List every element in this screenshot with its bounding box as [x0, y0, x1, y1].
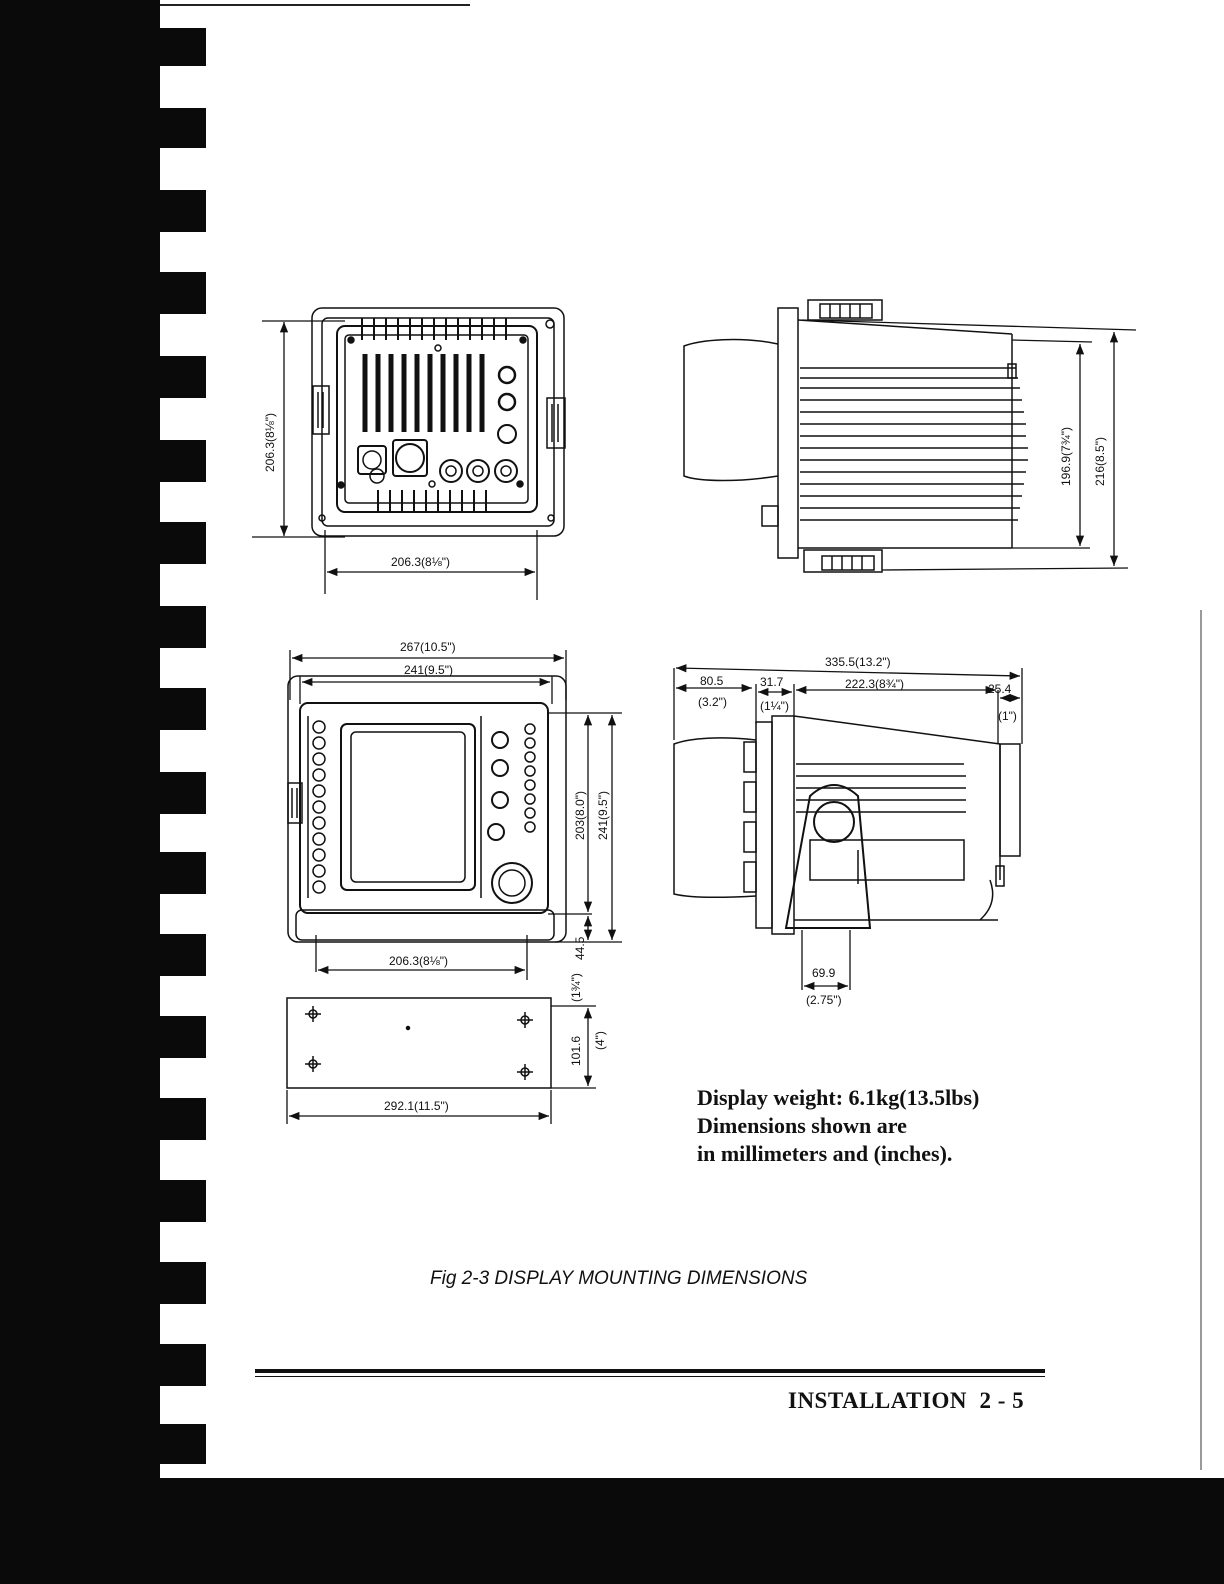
template-height-label: 101.6 — [569, 1035, 583, 1066]
rear-view-width-label: 206.3(8⅛") — [391, 555, 450, 569]
top-flange-label: 31.7 — [760, 675, 784, 689]
side-view-inner-height-label: 196.9(7¾") — [1059, 427, 1073, 486]
side-view-dimension-lines — [802, 320, 1136, 570]
mounting-template-drawing — [287, 998, 551, 1088]
front-inner-width-label: 241(9.5") — [404, 663, 453, 677]
footer-rule — [255, 1369, 1045, 1373]
figure-caption: Fig 2-3 DISPLAY MOUNTING DIMENSIONS — [430, 1268, 808, 1289]
display-specs-note — [697, 1084, 979, 1168]
footer-rule-thin — [255, 1376, 1045, 1377]
top-rear-label: 25.4 — [988, 682, 1012, 696]
top-flange-inch-label: (1¼") — [760, 699, 789, 713]
units-note-line-1: Dimensions shown are — [697, 1113, 907, 1138]
template-height-inch-label: (4") — [593, 1031, 607, 1050]
top-front-depth-label: 80.5 — [700, 674, 724, 688]
rear-view-drawing — [312, 308, 565, 536]
bracket-foot-label: 69.9 — [812, 966, 836, 980]
template-width-label: 292.1(11.5") — [384, 1099, 449, 1113]
bracket-foot-inch-label: (2.75") — [806, 993, 842, 1007]
top-view-dimension-lines — [674, 668, 1022, 990]
top-view-drawing — [674, 716, 1020, 934]
front-outer-width-label: 267(10.5") — [400, 640, 456, 654]
top-total-length-label: 335.5(13.2") — [825, 655, 891, 669]
side-view-outer-height-label: 216(8.5") — [1093, 437, 1107, 486]
top-front-depth-inch-label: (3.2") — [698, 695, 727, 709]
footer-section: INSTALLATION — [788, 1388, 967, 1413]
front-bracket-height-inch-label: (1¾") — [569, 973, 583, 1002]
front-bracket-height-label: 44.5 — [573, 936, 587, 960]
units-note-line-2: in millimeters and (inches). — [697, 1141, 953, 1166]
page-footer — [788, 1388, 1024, 1414]
top-body-length-label: 222.3(8¾") — [845, 677, 904, 691]
top-rear-inch-label: (1") — [998, 709, 1017, 723]
side-view-drawing — [684, 300, 1028, 572]
front-view-drawing — [288, 676, 566, 942]
front-inner-height-label: 203(8.0") — [573, 791, 587, 840]
display-weight-text: Display weight: 6.1kg(13.5lbs) — [697, 1085, 980, 1110]
rear-view-height-label: 206.3(8⅛") — [263, 413, 277, 472]
footer-page-number: 2 - 5 — [979, 1388, 1025, 1413]
front-bracket-width-label: 206.3(8⅛") — [389, 954, 448, 968]
front-outer-height-label: 241(9.5") — [596, 791, 610, 840]
